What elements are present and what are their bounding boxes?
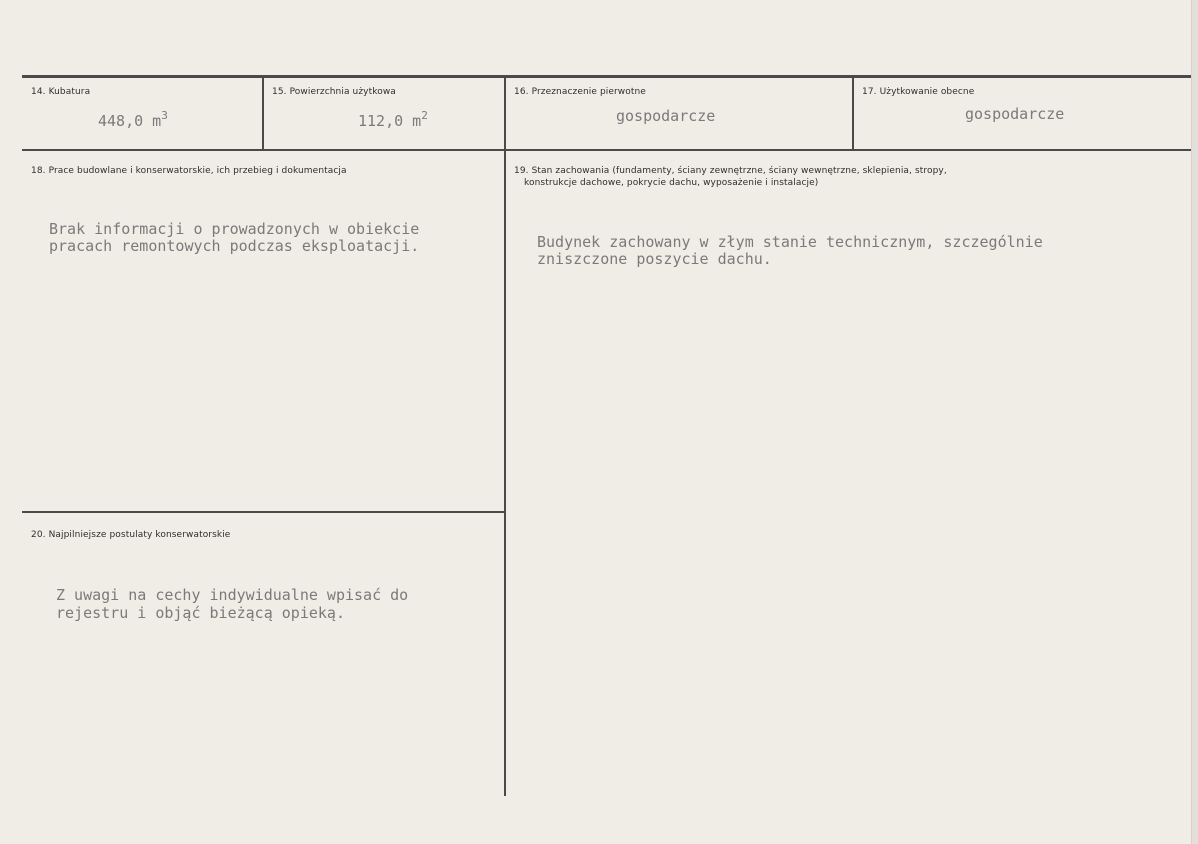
field-16-value: gospodarcze	[616, 107, 716, 125]
field-20-line-2: rejestru i objąć bieżącą opieką.	[56, 604, 345, 622]
field-18-label: 18. Prace budowlane i konserwatorskie, ich przebieg i dokumentacja	[31, 166, 347, 176]
field-20-label: 20. Najpilniejsze postulaty konserwatorskie	[31, 530, 231, 540]
section18-bottom-rule	[22, 511, 506, 513]
card-right-edge	[1191, 0, 1198, 844]
field-15-value	[358, 108, 428, 129]
divider-14-15	[262, 78, 264, 150]
field-19-label-line-2: konstrukcje dachowe, pokrycie dachu, wyposażenie i instalacje)	[524, 178, 819, 188]
top-rule	[22, 75, 1192, 78]
field-17-label: 17. Użytkowanie obecne	[862, 87, 975, 97]
field-18-line-1: Brak informacji o prowadzonych w obiekcie	[49, 220, 420, 238]
field-15-label: 15. Powierzchnia użytkowa	[272, 87, 396, 97]
field-17-value: gospodarcze	[965, 105, 1065, 123]
kubatura-value: 448,0 m	[98, 112, 162, 130]
field-20-line-1: Z uwagi na cechy indywidualne wpisać do	[56, 586, 409, 604]
powierzchnia-unit-exponent: 2	[421, 109, 428, 122]
field-19-line-2: zniszczone poszycie dachu.	[537, 250, 772, 268]
kubatura-unit-exponent: 3	[161, 109, 168, 122]
field-14-value	[98, 108, 168, 129]
field-19-line-1: Budynek zachowany w złym stanie technicznym, szczególnie	[537, 233, 1043, 251]
powierzchnia-value: 112,0 m	[358, 112, 422, 130]
divider-16-17	[852, 78, 854, 150]
field-18-line-2: pracach remontowych podczas eksploatacji.	[49, 237, 420, 255]
divider-15-16	[504, 78, 506, 796]
field-16-label: 16. Przeznaczenie pierwotne	[514, 87, 646, 97]
field-19-label-line-1: 19. Stan zachowania (fundamenty, ściany zewnętrzne, ściany wewnętrzne, sklepienia, stropy,	[514, 166, 947, 176]
field-14-label: 14. Kubatura	[31, 87, 91, 97]
row1-bottom-rule	[22, 149, 1192, 151]
